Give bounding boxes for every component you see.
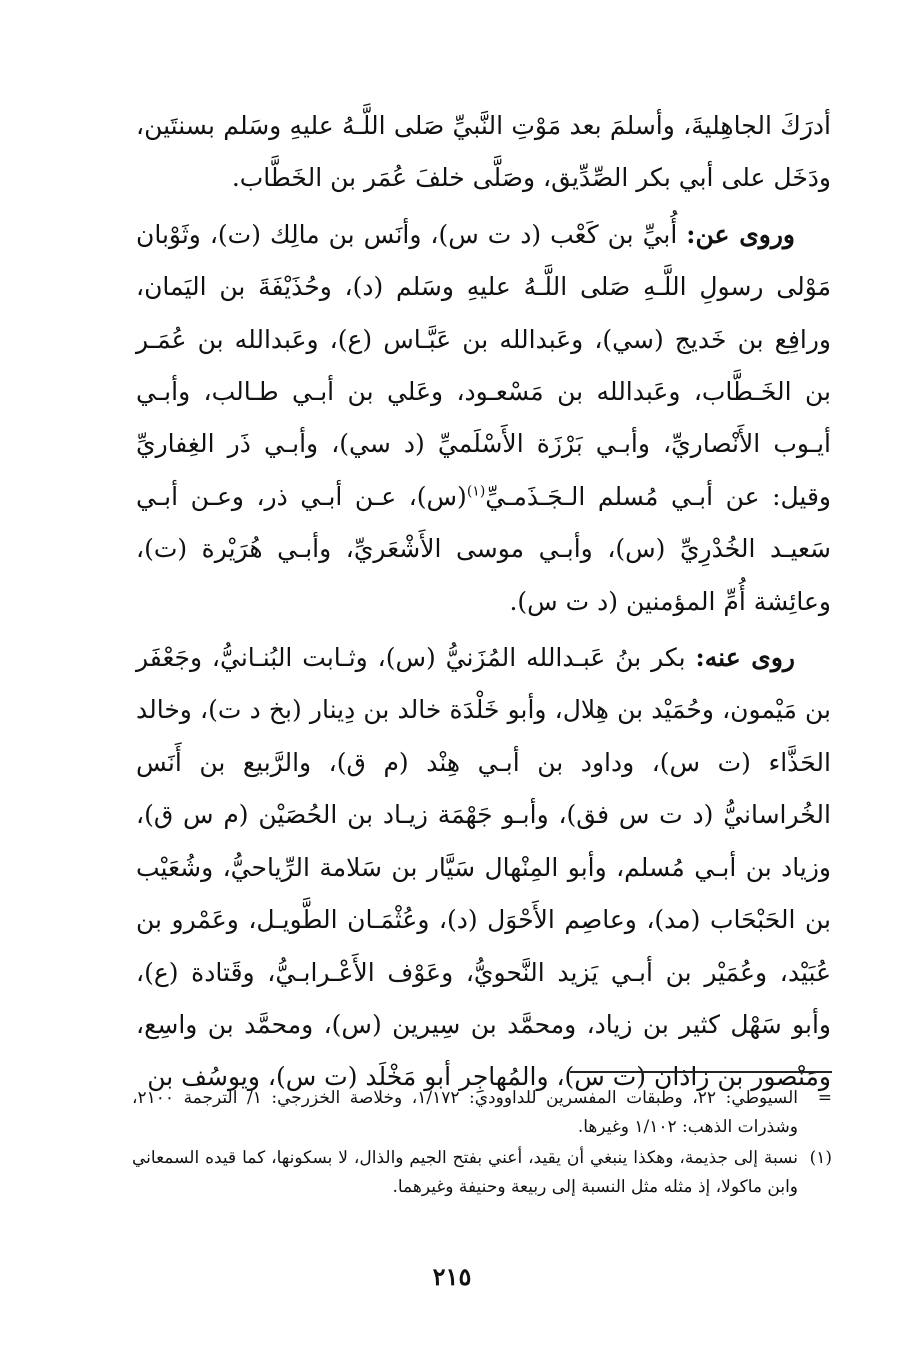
narrated-from-text: أُبيِّ بن كَعْب (د ت س)، وأنَس بن مالِك (ت)، وثَوْبان مَوْلى رسولِ اللَّـهِ صَلى اللَّـهُ عليهِ وسَلم (د)، وحُذَيْفَةَ بن اليَمان، ورافِع بن خَديج (سي)، وعَبدالله بن عَبَّـاس (ع)، وعَبدالله بن عُمَـر بن الخَـطَّاب، وعَبدالله بن مَسْعـود، وعَلي بن أبـي طـالب، وأبـي أيـوب الأَنْصاريِّ، وأبـي بَرْزَة الأَسْلَميِّ (د سي)، وأبـي ذَر الغِفاريِّ وقيل: عن أبـي مُسلم الـجَـذَمـيِّ xyxy=(136,219,831,511)
footnote-marker: (١) xyxy=(809,1148,832,1168)
intro-paragraph: أدرَكَ الجاهِليةَ، وأسلمَ بعد مَوْتِ النَّبيِّ صَلى اللَّـهُ عليهِ وسَلم بسنتَين، ودَخَل على أبي بكر الصِّدِّيق، وصَلَّى خلفَ عُمَر بن الخَطَّاب. xyxy=(136,111,831,193)
main-text xyxy=(136,100,831,1104)
narrated-by-text: بكر بنُ عَبـدالله المُزَنيُّ (س)، وثـابت البُنـانيُّ، وجَعْفَر بن مَيْمون، وحُمَيْد بن هِلال، وأبو خَلْدَة خالد بن دِينار (بخ د ت)، وخالد الحَذَّاء (ت س)، وداود بن أبـي هِنْد (م ق)، والرَّبيع بن أَنَس الخُراسانيُّ (د ت س فق)، وأبـو جَهْمَة زيـاد بن الحُصَيْن (م س ق)، وزياد بن أبـي مُسلم، وأبو المِنْهال سَيَّار بن سَلامة الرِّياحيُّ، وشُعَيْب بن الحَبْحَاب (مد)، وعاصِم الأَحْوَل (د)، وعُثْمَـان الطَّويـل، وعَمْرو بن عُبَيْد، وعُمَيْر بن أبـي يَزيد النَّحويُّ، وعَوْف الأَعْـرابـيُّ، وقَتادة (ع)، وأبو سَهْل كثير بن زياد، ومحمَّد بن سِيرين (س)، ومحمَّد بن واسِع، ومَنْصور بن زاذان (ت س)، والمُهاجِر أبو مَخْلَد (ت س)، ويوسُف بن xyxy=(136,643,831,1092)
narrated-by-heading: روى عنه: xyxy=(695,643,795,673)
footnote-continuation xyxy=(132,1084,832,1142)
footnotes xyxy=(132,1084,832,1204)
narrated-by-paragraph xyxy=(136,632,831,1104)
footnote-separator xyxy=(570,1071,832,1073)
page-number: ٢١٥ xyxy=(432,1262,472,1291)
footnote-reference[interactable]: (١) xyxy=(466,483,486,500)
footnote-marker: = xyxy=(817,1088,832,1108)
footnote-text: السيوطي: ٢٢، وطبقات المفسرين للداوودي: ١/١٧٢، وخلاصة الخزرجي: ١/ الترجمة ٢١٠٠، وشذرات الذهب: ١/١٠٢ وغيرها. xyxy=(132,1088,799,1137)
footnote-text: نسبة إلى جذيمة، وهكذا ينبغي أن يقيد، أعني بفتح الجيم والذال، لا بسكونها، كما قيده السمعاني وابن ماكولا، إذ مثله مثل النسبة إلى ربيعة وحنيفة وغيرهما. xyxy=(132,1148,798,1197)
narrated-from-heading: وروى عن: xyxy=(686,219,795,249)
footnote-1 xyxy=(132,1144,832,1202)
narrated-from-paragraph xyxy=(136,209,831,628)
narrated-from-text-continued: (س)، عـن أبـي ذر، وعـن أبـي سَعيـد الخُدْرِيِّ (س)، وأبـي موسى الأَشْعَريِّ، وأبـي هُرَيْرة (ت)، وعائِشة أُمِّ المؤمنين (د ت س). xyxy=(136,481,831,616)
